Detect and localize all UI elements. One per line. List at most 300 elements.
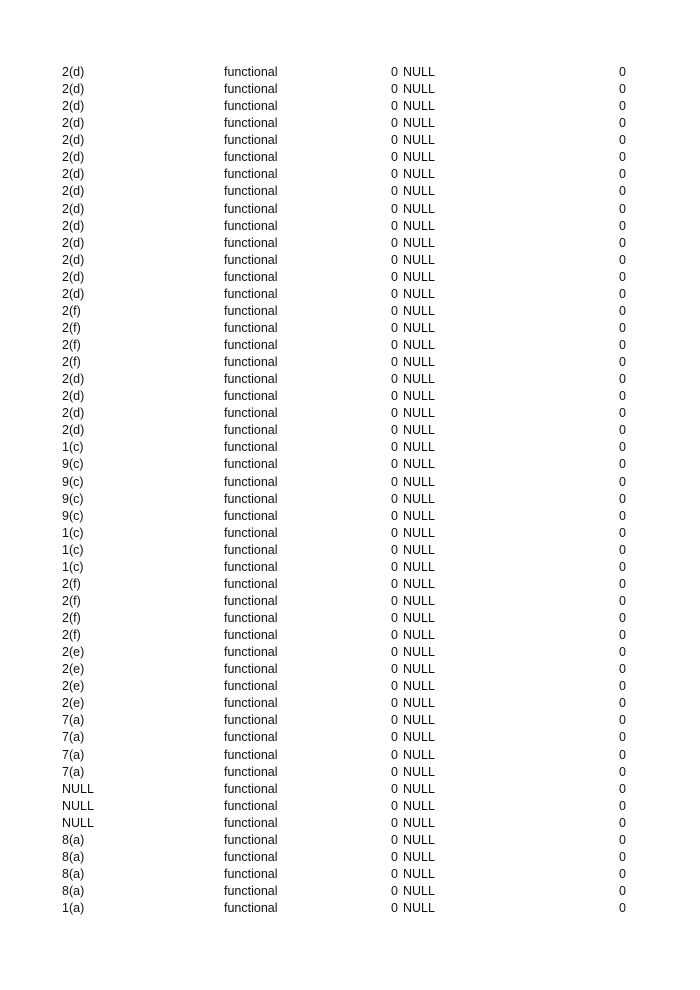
count-cell: 0 xyxy=(391,65,398,79)
table-row xyxy=(0,764,700,781)
code-cell: 2(d) xyxy=(62,286,85,301)
type-cell: functional xyxy=(224,150,278,165)
null-cell: NULL xyxy=(403,884,435,898)
null-cell: NULL xyxy=(403,901,435,916)
value-cell: 0 xyxy=(619,269,626,284)
table-row xyxy=(0,781,700,798)
value-cell: 0 xyxy=(619,457,626,472)
null-cell: NULL xyxy=(403,815,435,830)
value-cell: 0 xyxy=(619,764,626,779)
type-cell: functional xyxy=(224,713,278,728)
count-cell: 0 xyxy=(391,320,398,335)
code-cell: 2(e) xyxy=(62,679,85,694)
type-cell: functional xyxy=(224,116,278,131)
value-cell: 0 xyxy=(619,901,626,916)
value-cell: 0 xyxy=(619,423,626,438)
code-cell: 2(d) xyxy=(62,167,85,182)
count-cell: 0 xyxy=(391,679,398,694)
value-cell: 0 xyxy=(619,218,626,233)
null-cell: NULL xyxy=(403,696,435,711)
type-cell: functional xyxy=(224,372,278,387)
table-row xyxy=(0,610,700,627)
code-cell: 2(f) xyxy=(62,355,81,370)
value-cell: 0 xyxy=(619,150,626,165)
table-row xyxy=(0,576,700,593)
value-cell: 0 xyxy=(619,696,626,711)
null-cell: NULL xyxy=(403,82,435,97)
count-cell: 0 xyxy=(391,645,398,660)
code-cell: 2(d) xyxy=(62,184,85,199)
code-cell: 2(d) xyxy=(62,372,85,387)
null-cell: NULL xyxy=(403,167,435,182)
null-cell: NULL xyxy=(403,832,435,847)
value-cell: 0 xyxy=(619,167,626,182)
value-cell: 0 xyxy=(619,389,626,404)
value-cell: 0 xyxy=(619,303,626,318)
count-cell: 0 xyxy=(391,372,398,387)
type-cell: functional xyxy=(224,235,278,250)
type-cell: functional xyxy=(224,303,278,318)
value-cell: 0 xyxy=(619,355,626,370)
type-cell: functional xyxy=(224,406,278,421)
type-cell: functional xyxy=(224,474,278,489)
code-cell: 9(c) xyxy=(62,457,84,472)
null-cell: NULL xyxy=(403,628,435,643)
type-cell: functional xyxy=(224,628,278,643)
table-row xyxy=(0,115,700,132)
value-cell: 0 xyxy=(619,235,626,250)
count-cell: 0 xyxy=(391,508,398,523)
count-cell: 0 xyxy=(391,457,398,472)
type-cell: functional xyxy=(224,645,278,660)
table-row xyxy=(0,201,700,218)
table-row xyxy=(0,456,700,473)
table-row xyxy=(0,269,700,286)
type-cell: functional xyxy=(224,65,278,79)
table-row xyxy=(0,439,700,456)
code-cell: 8(a) xyxy=(62,849,85,864)
count-cell: 0 xyxy=(391,832,398,847)
count-cell: 0 xyxy=(391,730,398,745)
count-cell: 0 xyxy=(391,184,398,199)
code-cell: 2(f) xyxy=(62,576,81,591)
value-cell: 0 xyxy=(619,252,626,267)
value-cell: 0 xyxy=(619,440,626,455)
type-cell: functional xyxy=(224,832,278,847)
type-cell: functional xyxy=(224,593,278,608)
table-row xyxy=(0,815,700,832)
null-cell: NULL xyxy=(403,730,435,745)
code-cell: 2(d) xyxy=(62,65,85,79)
count-cell: 0 xyxy=(391,662,398,677)
type-cell: functional xyxy=(224,662,278,677)
null-cell: NULL xyxy=(403,184,435,199)
code-cell: 2(d) xyxy=(62,133,85,148)
code-cell: 7(a) xyxy=(62,747,85,762)
code-cell: 2(d) xyxy=(62,235,85,250)
null-cell: NULL xyxy=(403,525,435,540)
value-cell: 0 xyxy=(619,645,626,660)
table-row xyxy=(0,644,700,661)
code-cell: 1(c) xyxy=(62,559,84,574)
code-cell: 8(a) xyxy=(62,866,85,881)
null-cell: NULL xyxy=(403,764,435,779)
code-cell: 2(d) xyxy=(62,150,85,165)
code-cell: 2(d) xyxy=(62,269,85,284)
code-cell: NULL xyxy=(62,781,94,796)
table-row xyxy=(0,132,700,149)
code-cell: 2(f) xyxy=(62,628,81,643)
value-cell: 0 xyxy=(619,849,626,864)
count-cell: 0 xyxy=(391,901,398,916)
table-row xyxy=(0,661,700,678)
type-cell: functional xyxy=(224,167,278,182)
value-cell: 0 xyxy=(619,593,626,608)
table-row xyxy=(0,218,700,235)
table-row xyxy=(0,320,700,337)
count-cell: 0 xyxy=(391,99,398,114)
code-cell: 2(d) xyxy=(62,423,85,438)
count-cell: 0 xyxy=(391,747,398,762)
type-cell: functional xyxy=(224,679,278,694)
null-cell: NULL xyxy=(403,611,435,625)
null-cell: NULL xyxy=(403,389,435,404)
count-cell: 0 xyxy=(391,798,398,813)
table-row xyxy=(0,883,700,900)
table-row xyxy=(0,849,700,866)
type-cell: functional xyxy=(224,781,278,796)
code-cell: 7(a) xyxy=(62,713,85,728)
code-cell: 2(f) xyxy=(62,593,81,608)
value-cell: 0 xyxy=(619,320,626,335)
value-cell: 0 xyxy=(619,713,626,728)
table-row xyxy=(0,337,700,354)
count-cell: 0 xyxy=(391,884,398,898)
value-cell: 0 xyxy=(619,866,626,881)
null-cell: NULL xyxy=(403,201,435,216)
type-cell: functional xyxy=(224,696,278,711)
type-cell: functional xyxy=(224,320,278,335)
type-cell: functional xyxy=(224,508,278,523)
code-cell: 2(e) xyxy=(62,662,85,677)
type-cell: functional xyxy=(224,901,278,916)
code-cell: 2(e) xyxy=(62,645,85,660)
count-cell: 0 xyxy=(391,150,398,165)
value-cell: 0 xyxy=(619,542,626,557)
value-cell: 0 xyxy=(619,508,626,523)
code-cell: 9(c) xyxy=(62,508,84,523)
data-sheet xyxy=(0,64,700,917)
table-row xyxy=(0,64,700,81)
table-row xyxy=(0,405,700,422)
type-cell: functional xyxy=(224,611,278,625)
null-cell: NULL xyxy=(403,116,435,131)
null-cell: NULL xyxy=(403,423,435,438)
count-cell: 0 xyxy=(391,82,398,97)
table-row xyxy=(0,593,700,610)
null-cell: NULL xyxy=(403,252,435,267)
table-row xyxy=(0,900,700,917)
count-cell: 0 xyxy=(391,764,398,779)
type-cell: functional xyxy=(224,798,278,813)
code-cell: 2(f) xyxy=(62,611,81,625)
null-cell: NULL xyxy=(403,474,435,489)
table-row xyxy=(0,542,700,559)
value-cell: 0 xyxy=(619,406,626,421)
value-cell: 0 xyxy=(619,525,626,540)
type-cell: functional xyxy=(224,764,278,779)
count-cell: 0 xyxy=(391,269,398,284)
count-cell: 0 xyxy=(391,576,398,591)
value-cell: 0 xyxy=(619,832,626,847)
type-cell: functional xyxy=(224,82,278,97)
type-cell: functional xyxy=(224,747,278,762)
code-cell: 2(f) xyxy=(62,320,81,335)
code-cell: 2(f) xyxy=(62,338,81,352)
type-cell: functional xyxy=(224,218,278,233)
type-cell: functional xyxy=(224,559,278,574)
null-cell: NULL xyxy=(403,440,435,455)
count-cell: 0 xyxy=(391,713,398,728)
null-cell: NULL xyxy=(403,542,435,557)
type-cell: functional xyxy=(224,355,278,370)
count-cell: 0 xyxy=(391,474,398,489)
count-cell: 0 xyxy=(391,133,398,148)
type-cell: functional xyxy=(224,457,278,472)
value-cell: 0 xyxy=(619,82,626,97)
code-cell: 2(d) xyxy=(62,116,85,131)
table-row xyxy=(0,832,700,849)
table-row xyxy=(0,98,700,115)
type-cell: functional xyxy=(224,269,278,284)
type-cell: functional xyxy=(224,133,278,148)
value-cell: 0 xyxy=(619,611,626,625)
code-cell: 2(f) xyxy=(62,303,81,318)
null-cell: NULL xyxy=(403,559,435,574)
code-cell: 2(d) xyxy=(62,389,85,404)
count-cell: 0 xyxy=(391,355,398,370)
table-row xyxy=(0,712,700,729)
value-cell: 0 xyxy=(619,133,626,148)
count-cell: 0 xyxy=(391,218,398,233)
count-cell: 0 xyxy=(391,815,398,830)
null-cell: NULL xyxy=(403,338,435,352)
null-cell: NULL xyxy=(403,781,435,796)
table-row xyxy=(0,235,700,252)
type-cell: functional xyxy=(224,201,278,216)
table-row xyxy=(0,474,700,491)
type-cell: functional xyxy=(224,815,278,830)
table-row xyxy=(0,627,700,644)
null-cell: NULL xyxy=(403,713,435,728)
count-cell: 0 xyxy=(391,423,398,438)
code-cell: NULL xyxy=(62,798,94,813)
code-cell: 7(a) xyxy=(62,764,85,779)
code-cell: 1(c) xyxy=(62,542,84,557)
table-row xyxy=(0,166,700,183)
value-cell: 0 xyxy=(619,781,626,796)
count-cell: 0 xyxy=(391,559,398,574)
null-cell: NULL xyxy=(403,593,435,608)
null-cell: NULL xyxy=(403,133,435,148)
type-cell: functional xyxy=(224,440,278,455)
table-row xyxy=(0,252,700,269)
null-cell: NULL xyxy=(403,798,435,813)
type-cell: functional xyxy=(224,542,278,557)
null-cell: NULL xyxy=(403,65,435,79)
count-cell: 0 xyxy=(391,542,398,557)
type-cell: functional xyxy=(224,389,278,404)
null-cell: NULL xyxy=(403,150,435,165)
count-cell: 0 xyxy=(391,303,398,318)
code-cell: 9(c) xyxy=(62,491,84,506)
table-row xyxy=(0,695,700,712)
value-cell: 0 xyxy=(619,884,626,898)
null-cell: NULL xyxy=(403,849,435,864)
value-cell: 0 xyxy=(619,286,626,301)
null-cell: NULL xyxy=(403,491,435,506)
count-cell: 0 xyxy=(391,696,398,711)
count-cell: 0 xyxy=(391,440,398,455)
code-cell: 7(a) xyxy=(62,730,85,745)
count-cell: 0 xyxy=(391,611,398,625)
table-row xyxy=(0,866,700,883)
code-cell: 2(d) xyxy=(62,252,85,267)
table-row xyxy=(0,183,700,200)
count-cell: 0 xyxy=(391,406,398,421)
count-cell: 0 xyxy=(391,628,398,643)
null-cell: NULL xyxy=(403,679,435,694)
type-cell: functional xyxy=(224,99,278,114)
type-cell: functional xyxy=(224,866,278,881)
count-cell: 0 xyxy=(391,389,398,404)
null-cell: NULL xyxy=(403,303,435,318)
code-cell: 8(a) xyxy=(62,832,85,847)
table-row xyxy=(0,81,700,98)
table-row xyxy=(0,354,700,371)
table-row xyxy=(0,149,700,166)
value-cell: 0 xyxy=(619,747,626,762)
null-cell: NULL xyxy=(403,406,435,421)
value-cell: 0 xyxy=(619,628,626,643)
null-cell: NULL xyxy=(403,662,435,677)
type-cell: functional xyxy=(224,184,278,199)
table-row xyxy=(0,388,700,405)
null-cell: NULL xyxy=(403,747,435,762)
null-cell: NULL xyxy=(403,269,435,284)
value-cell: 0 xyxy=(619,116,626,131)
null-cell: NULL xyxy=(403,99,435,114)
count-cell: 0 xyxy=(391,201,398,216)
count-cell: 0 xyxy=(391,235,398,250)
value-cell: 0 xyxy=(619,559,626,574)
null-cell: NULL xyxy=(403,372,435,387)
type-cell: functional xyxy=(224,884,278,898)
table-row xyxy=(0,525,700,542)
value-cell: 0 xyxy=(619,184,626,199)
code-cell: 2(d) xyxy=(62,201,85,216)
value-cell: 0 xyxy=(619,798,626,813)
table-row xyxy=(0,678,700,695)
table-row xyxy=(0,371,700,388)
value-cell: 0 xyxy=(619,372,626,387)
type-cell: functional xyxy=(224,730,278,745)
code-cell: 1(c) xyxy=(62,440,84,455)
code-cell: 2(d) xyxy=(62,406,85,421)
value-cell: 0 xyxy=(619,474,626,489)
code-cell: 2(e) xyxy=(62,696,85,711)
value-cell: 0 xyxy=(619,491,626,506)
table-row xyxy=(0,508,700,525)
count-cell: 0 xyxy=(391,491,398,506)
count-cell: 0 xyxy=(391,781,398,796)
code-cell: 8(a) xyxy=(62,884,85,898)
value-cell: 0 xyxy=(619,679,626,694)
code-cell: 1(c) xyxy=(62,525,84,540)
code-cell: 2(d) xyxy=(62,218,85,233)
count-cell: 0 xyxy=(391,866,398,881)
count-cell: 0 xyxy=(391,525,398,540)
code-cell: 9(c) xyxy=(62,474,84,489)
table-row xyxy=(0,422,700,439)
table-row xyxy=(0,491,700,508)
count-cell: 0 xyxy=(391,593,398,608)
value-cell: 0 xyxy=(619,662,626,677)
code-cell: 2(d) xyxy=(62,82,85,97)
value-cell: 0 xyxy=(619,730,626,745)
value-cell: 0 xyxy=(619,99,626,114)
value-cell: 0 xyxy=(619,65,626,79)
value-cell: 0 xyxy=(619,576,626,591)
null-cell: NULL xyxy=(403,235,435,250)
table-row xyxy=(0,559,700,576)
null-cell: NULL xyxy=(403,457,435,472)
value-cell: 0 xyxy=(619,815,626,830)
type-cell: functional xyxy=(224,849,278,864)
null-cell: NULL xyxy=(403,645,435,660)
type-cell: functional xyxy=(224,525,278,540)
count-cell: 0 xyxy=(391,116,398,131)
code-cell: NULL xyxy=(62,815,94,830)
code-cell: 1(a) xyxy=(62,901,85,916)
table-row xyxy=(0,303,700,320)
null-cell: NULL xyxy=(403,218,435,233)
null-cell: NULL xyxy=(403,508,435,523)
type-cell: functional xyxy=(224,423,278,438)
null-cell: NULL xyxy=(403,320,435,335)
value-cell: 0 xyxy=(619,338,626,352)
count-cell: 0 xyxy=(391,338,398,352)
type-cell: functional xyxy=(224,338,278,352)
type-cell: functional xyxy=(224,491,278,506)
value-cell: 0 xyxy=(619,201,626,216)
table-row xyxy=(0,747,700,764)
null-cell: NULL xyxy=(403,866,435,881)
type-cell: functional xyxy=(224,576,278,591)
count-cell: 0 xyxy=(391,167,398,182)
type-cell: functional xyxy=(224,252,278,267)
table-row xyxy=(0,286,700,303)
table-row xyxy=(0,798,700,815)
count-cell: 0 xyxy=(391,849,398,864)
null-cell: NULL xyxy=(403,355,435,370)
count-cell: 0 xyxy=(391,252,398,267)
null-cell: NULL xyxy=(403,286,435,301)
type-cell: functional xyxy=(224,286,278,301)
code-cell: 2(d) xyxy=(62,99,85,114)
null-cell: NULL xyxy=(403,576,435,591)
count-cell: 0 xyxy=(391,286,398,301)
